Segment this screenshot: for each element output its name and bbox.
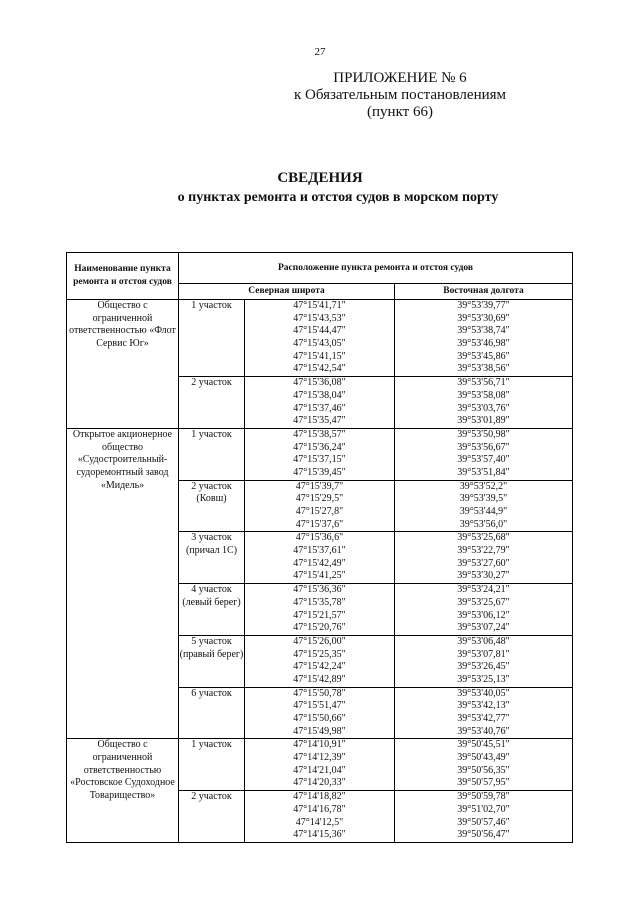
longitude-value: 39°53'07,81" <box>457 648 510 660</box>
latitude-value: 47°15'43,53" <box>293 312 346 324</box>
longitude-value: 39°53'30,69" <box>457 312 510 324</box>
longitude-cell <box>395 584 573 636</box>
latitude-cell <box>245 480 395 532</box>
latitude-value: 47°15'44,47" <box>293 325 346 337</box>
longitude-value: 39°53'39,5" <box>459 493 508 505</box>
latitude-value: 47°15'49,98" <box>293 725 346 737</box>
longitude-cell <box>395 377 573 429</box>
longitude-value: 39°53'24,21" <box>457 584 510 596</box>
table-row <box>67 300 573 377</box>
longitude-value: 39°53'22,79" <box>457 545 510 557</box>
latitude-value: 47°14'20,33" <box>293 777 346 789</box>
section-label: 6 участок <box>179 687 245 739</box>
longitude-value: 39°53'40,05" <box>457 687 510 699</box>
latitude-value: 47°15'42,24" <box>293 661 346 673</box>
appendix-reference: к Обязательным постановлениям <box>293 87 507 103</box>
header-latitude: Северная широта <box>179 284 395 300</box>
latitude-value: 47°15'37,6" <box>295 518 344 530</box>
longitude-value: 39°53'07,24" <box>457 622 510 634</box>
document-title: СВЕДЕНИЯ <box>277 170 363 186</box>
latitude-value: 47°15'35,78" <box>293 596 346 608</box>
header-name: Наименование пункта ремонта и отстоя судов <box>67 253 179 300</box>
latitude-cell <box>245 377 395 429</box>
latitude-value: 47°15'38,57" <box>293 428 346 440</box>
longitude-value: 39°50'56,47" <box>457 829 510 841</box>
longitude-value: 39°53'25,67" <box>457 596 510 608</box>
longitude-value: 39°53'42,13" <box>457 700 510 712</box>
section-label: 2 участок (Ковш) <box>179 480 245 532</box>
latitude-cell <box>245 584 395 636</box>
page-number: 27 <box>314 46 326 58</box>
section-label: 4 участок (левый берег) <box>179 584 245 636</box>
longitude-cell <box>395 428 573 480</box>
longitude-value: 39°53'27,60" <box>457 557 510 569</box>
latitude-value: 47°15'21,57" <box>293 609 346 621</box>
longitude-value: 39°53'45,86" <box>457 350 510 362</box>
latitude-value: 47°15'36,08" <box>293 377 346 389</box>
organization-name: Общество с ограниченной ответственностью «Флот Сервис Юг» <box>67 300 179 429</box>
longitude-value: 39°53'06,48" <box>457 635 510 647</box>
longitude-value: 39°53'26,45" <box>457 661 510 673</box>
longitude-cell <box>395 687 573 739</box>
longitude-cell <box>395 791 573 843</box>
longitude-value: 39°50'57,95" <box>457 777 510 789</box>
longitude-value: 39°53'01,89" <box>457 415 510 427</box>
latitude-value: 47°14'18,82" <box>293 791 346 803</box>
longitude-value: 39°53'25,13" <box>457 673 510 685</box>
latitude-value: 47°15'20,76" <box>293 622 346 634</box>
longitude-value: 39°53'39,77" <box>457 300 510 311</box>
section-label: 5 участок (правый берег) <box>179 635 245 687</box>
organization-name: Открытое акционерное общество «Судостроительный-судоремонтный завод «Мидель» <box>67 428 179 739</box>
latitude-value: 47°15'51,47" <box>293 700 346 712</box>
latitude-value: 47°15'39,7" <box>295 480 344 492</box>
longitude-value: 39°53'38,74" <box>457 325 510 337</box>
latitude-value: 47°15'42,49" <box>293 557 346 569</box>
longitude-value: 39°53'44,9" <box>459 506 508 517</box>
longitude-value: 39°53'56,0" <box>459 518 508 530</box>
longitude-value: 39°53'03,76" <box>457 402 510 414</box>
longitude-value: 39°50'59,78" <box>457 791 510 803</box>
table-row <box>67 428 573 480</box>
longitude-cell <box>395 532 573 584</box>
latitude-value: 47°15'29,5" <box>295 493 344 505</box>
longitude-value: 39°50'56,35" <box>457 764 510 776</box>
longitude-value: 39°53'57,40" <box>457 454 510 466</box>
latitude-value: 47°15'39,45" <box>293 466 346 478</box>
section-label: 1 участок <box>179 300 245 377</box>
latitude-value: 47°15'42,89" <box>293 673 346 685</box>
latitude-value: 47°14'21,04" <box>293 764 346 776</box>
latitude-value: 47°15'37,15" <box>293 454 346 466</box>
longitude-cell <box>395 739 573 791</box>
latitude-value: 47°15'36,6" <box>295 532 344 544</box>
latitude-value: 47°14'15,36" <box>293 829 346 841</box>
latitude-cell <box>245 791 395 843</box>
latitude-cell <box>245 532 395 584</box>
longitude-value: 39°53'40,76" <box>457 725 510 737</box>
appendix-clause: (пункт 66) <box>367 104 433 120</box>
longitude-value: 39°51'02,70" <box>457 803 510 815</box>
longitude-value: 39°53'56,67" <box>457 441 510 453</box>
longitude-value: 39°53'56,71" <box>457 377 510 389</box>
longitude-value: 39°53'52,2" <box>459 480 508 492</box>
longitude-value: 39°53'30,27" <box>457 570 510 582</box>
latitude-cell <box>245 300 395 377</box>
longitude-value: 39°50'57,46" <box>457 816 510 828</box>
longitude-cell <box>395 480 573 532</box>
latitude-value: 47°15'37,61" <box>293 545 346 557</box>
longitude-cell <box>395 635 573 687</box>
longitude-value: 39°53'38,56" <box>457 363 510 375</box>
longitude-value: 39°53'06,12" <box>457 609 510 621</box>
header-location: Расположение пункта ремонта и отстоя судов <box>179 253 573 284</box>
latitude-value: 47°15'43,05" <box>293 338 346 350</box>
latitude-cell <box>245 635 395 687</box>
longitude-value: 39°53'42,77" <box>457 713 510 724</box>
latitude-value: 47°14'12,5" <box>295 816 344 828</box>
latitude-value: 47°15'41,15" <box>293 350 346 362</box>
latitude-value: 47°15'50,78" <box>293 687 346 699</box>
latitude-value: 47°15'36,24" <box>293 441 346 453</box>
latitude-value: 47°15'36,36" <box>293 584 346 596</box>
latitude-value: 47°15'26,00" <box>293 635 346 647</box>
latitude-value: 47°15'41,71" <box>293 300 346 311</box>
latitude-cell <box>245 687 395 739</box>
latitude-value: 47°15'50,66" <box>293 713 346 724</box>
latitude-value: 47°14'12,39" <box>293 752 346 764</box>
latitude-value: 47°14'16,78" <box>293 803 346 815</box>
appendix-title: ПРИЛОЖЕНИЕ № 6 <box>333 70 467 86</box>
latitude-value: 47°15'38,04" <box>293 389 346 401</box>
longitude-value: 39°53'25,68" <box>457 532 510 544</box>
organization-name: Общество с ограниченной ответственностью «Ростовское Судоходное Товарищество» <box>67 739 179 843</box>
table-body <box>67 300 573 843</box>
latitude-value: 47°15'27,8" <box>295 506 344 517</box>
latitude-value: 47°15'35,47" <box>293 415 346 427</box>
table-row <box>67 739 573 791</box>
latitude-cell <box>245 428 395 480</box>
section-label: 1 участок <box>179 428 245 480</box>
longitude-value: 39°50'43,49" <box>457 752 510 764</box>
longitude-value: 39°53'46,98" <box>457 338 510 350</box>
header-longitude: Восточная долгота <box>395 284 573 300</box>
document-subtitle: о пунктах ремонта и отстоя судов в морском порту <box>177 190 499 205</box>
section-label: 1 участок <box>179 739 245 791</box>
latitude-value: 47°15'42,54" <box>293 363 346 375</box>
latitude-value: 47°14'10,91" <box>293 739 346 751</box>
longitude-value: 39°50'45,51" <box>457 739 510 751</box>
longitude-value: 39°53'51,84" <box>457 466 510 478</box>
repair-points-table <box>66 252 573 843</box>
latitude-value: 47°15'25,35" <box>293 648 346 660</box>
longitude-value: 39°53'50,98" <box>457 428 510 440</box>
latitude-value: 47°15'37,46" <box>293 402 346 414</box>
longitude-value: 39°53'58,08" <box>457 389 510 401</box>
section-label: 2 участок <box>179 791 245 843</box>
latitude-cell <box>245 739 395 791</box>
longitude-cell <box>395 300 573 377</box>
section-label: 3 участок (причал 1С) <box>179 532 245 584</box>
appendix-header <box>250 70 550 121</box>
latitude-value: 47°15'41,25" <box>293 570 346 582</box>
section-label: 2 участок <box>179 377 245 429</box>
